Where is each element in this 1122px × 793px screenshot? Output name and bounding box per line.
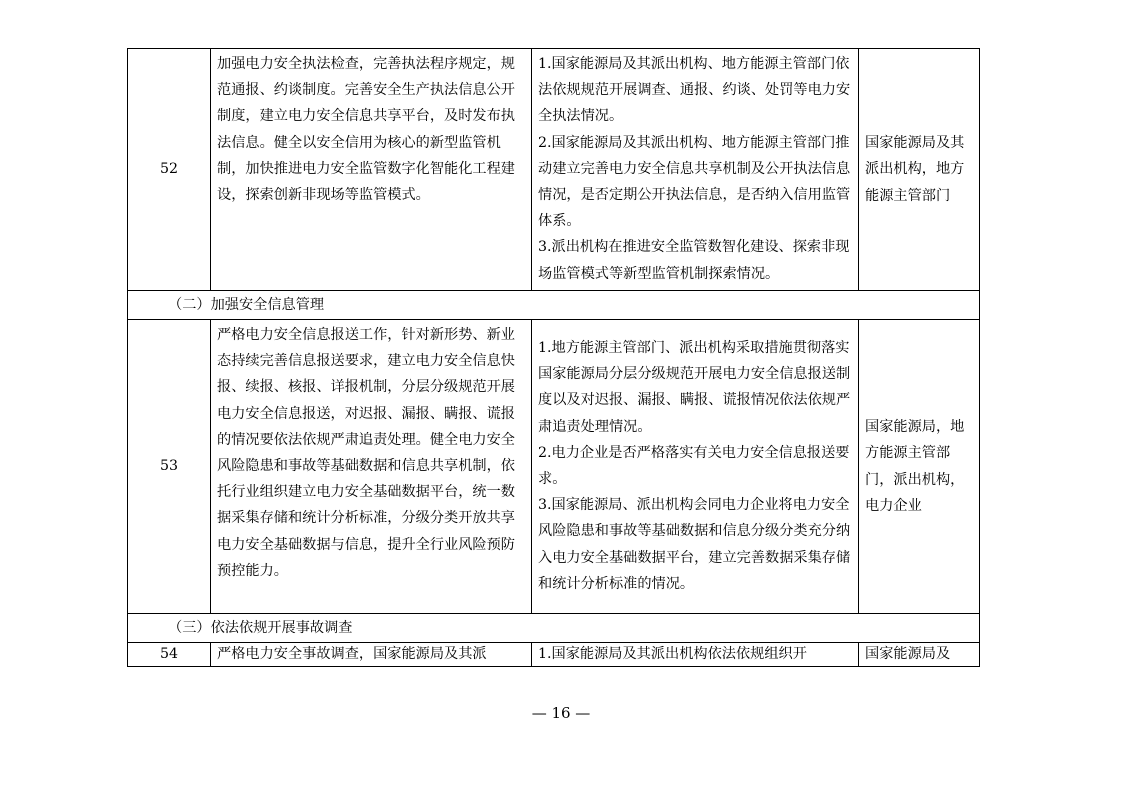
- section-heading: （三）依法依规开展事故调查: [128, 614, 980, 643]
- page-number: — 16 —: [531, 704, 591, 722]
- section-row: [128, 291, 980, 320]
- row-number: 53: [128, 320, 211, 614]
- measure-item: 1.国家能源局及其派出机构依法依规组织开: [538, 646, 807, 662]
- row-number: 54: [128, 643, 211, 667]
- check-measures: [532, 643, 859, 667]
- measure-item: 1.国家能源局及其派出机构、地方能源主管部门依法依规规范开展调查、通报、约谈、处罚等电力安全执法情况。: [538, 56, 851, 125]
- task-content: 严格电力安全事故调查，国家能源局及其派: [211, 643, 532, 667]
- check-measures: [532, 49, 859, 291]
- measure-item: 2.国家能源局及其派出机构、地方能源主管部门推动建立完善电力安全信息共享机制及公开执法信息情况，是否定期公开执法信息，是否纳入信用监管体系。: [538, 134, 851, 230]
- responsible-department: 国家能源局及其派出机构，地方能源主管部门: [859, 49, 980, 291]
- measure-item: 2.电力企业是否严格落实有关电力安全信息报送要求。: [538, 444, 850, 488]
- measure-item: 3.派出机构在推进安全监管数智化建设、探索非现场监管模式等新型监管机制探索情况。: [538, 239, 850, 282]
- table-row: [128, 643, 980, 667]
- measure-item: 1.地方能源主管部门、派出机构采取措施贯彻落实国家能源局分层分级规范开展电力安全信息报送制度以及对迟报、漏报、瞒报、谎报情况依法依规严肃追责处理情况。: [538, 340, 851, 435]
- responsible-department: 国家能源局及: [859, 643, 980, 667]
- section-heading: （二）加强安全信息管理: [128, 291, 980, 320]
- requirements-table: [127, 48, 980, 667]
- section-row: [128, 614, 980, 643]
- row-number: 52: [128, 49, 211, 291]
- table-row: [128, 320, 980, 614]
- measure-item: 3.国家能源局、派出机构会同电力企业将电力安全风险隐患和事故等基础数据和信息分级分类充分纳入电力安全基础数据平台，建立完善数据采集存储和统计分析标准的情况。: [538, 497, 851, 592]
- task-content: 加强电力安全执法检查，完善执法程序规定，规范通报、约谈制度。完善安全生产执法信息公开制度，建立电力安全信息共享平台，及时发布执法信息。健全以安全信用为核心的新型监管机制，加快推进电力安全监管数字化智能化工程建设，探索创新非现场等监管模式。: [211, 49, 532, 291]
- table-row: [128, 49, 980, 291]
- task-content: 严格电力安全信息报送工作，针对新形势、新业态持续完善信息报送要求，建立电力安全信息快报、续报、核报、详报机制，分层分级规范开展电力安全信息报送，对迟报、漏报、瞒报、谎报的情况要依法依规严肃追责处理。健全电力安全风险隐患和事故等基础数据和信息共享机制，依托行业组织建立电力安全基础数据平台，统一数据采集存储和统计分析标准，分级分类开放共享电力安全基础数据与信息，提升全行业风险预防预控能力。: [211, 320, 532, 614]
- responsible-department: 国家能源局，地方能源主管部门，派出机构，电力企业: [859, 320, 980, 614]
- check-measures: [532, 320, 859, 614]
